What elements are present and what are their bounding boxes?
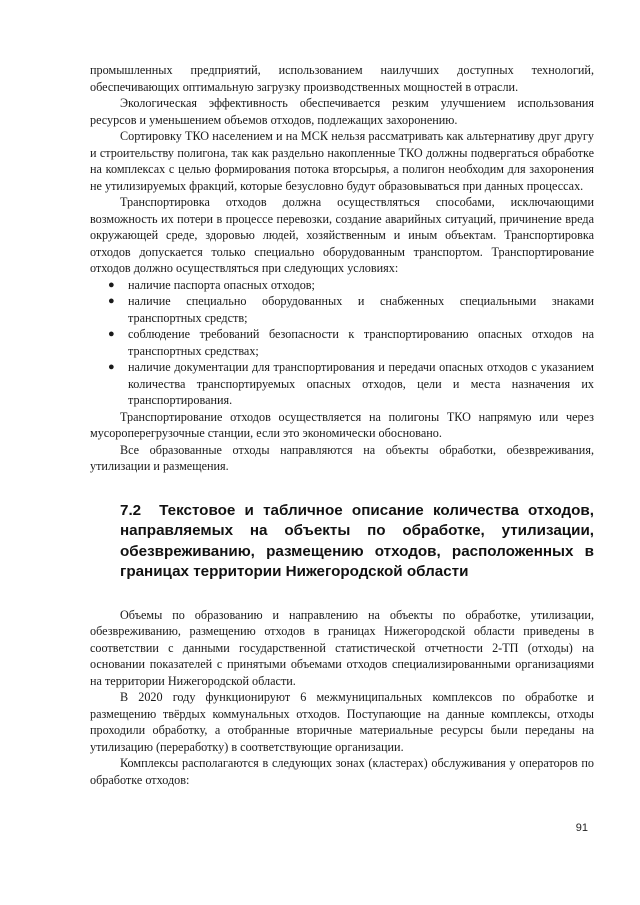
list-item-text: наличие специально оборудованных и снабженных специальными знаками транспортных средств; [128, 294, 594, 325]
paragraph: В 2020 году функционируют 6 межмуниципальных комплексов по обработке и размещению твёрдых коммунальных отходов. Поступающие на данные комплексы, отходы проходили обработку, а отобранные вторичные материальные ресурсы были переданы на утилизацию (переработку) в соответствующие организации. [90, 690, 594, 754]
list-item [90, 359, 594, 409]
section-title: Текстовое и табличное описание количества отходов, направляемых на объекты по обработке, утилизации, обезвреживанию, размещению отходов, расположенных в границах территории Нижегородской области [120, 501, 594, 580]
paragraph: Объемы по образованию и направлению на объекты по обработке, утилизации, обезвреживанию, размещению отходов в границах Нижегородской области приведены в соответствии с данными государственной статистической отчетности 2-ТП (отходы) на основании показателей с принятыми объемами отходов специализированными организациями на территории Нижегородской области. [90, 607, 594, 688]
page-content [90, 62, 594, 788]
list-item-text: наличие паспорта опасных отходов; [128, 277, 315, 292]
bullet-icon: ● [108, 328, 115, 340]
paragraph: промышленных предприятий, использованием наилучших доступных технологий, обеспечивающих оптимальную загрузку производственных мощностей в отрасли. [90, 63, 594, 94]
bullet-icon: ● [108, 295, 115, 307]
list-item [90, 293, 594, 326]
list-item [90, 277, 594, 294]
paragraph: Все образованные отходы направляются на объекты обработки, обезвреживания, утилизации и размещения. [90, 442, 594, 473]
paragraph: Комплексы располагаются в следующих зонах (кластерах) обслуживания у операторов по обработке отходов: [90, 756, 594, 787]
paragraph: Транспортирование отходов осуществляется на полигоны ТКО напрямую или через мусороперегрузочные станции, если это экономически обосновано. [90, 409, 594, 440]
paragraph: Сортировку ТКО населением и на МСК нельзя рассматривать как альтернативу друг другу и строительству полигона, так как раздельно накопленные ТКО должны подвергаться обработке на комплексах с целью формирования потока вторсырья, а полигон необходим для захоронения не утилизируемых фракций, которые безусловно будут образовываться при данных процессах. [90, 129, 594, 193]
list-item-text: соблюдение требований безопасности к транспортированию опасных отходов на транспортных средствах; [128, 327, 594, 358]
list-item-text: наличие документации для транспортирования и передачи опасных отходов с указанием количества транспортируемых опасных отходов, цели и места назначения их транспортирования. [128, 360, 594, 407]
bullet-icon: ● [108, 278, 115, 291]
paragraph: Экологическая эффективность обеспечивается резким улучшением использования ресурсов и уменьшением объемов отходов, подлежащих захоронению. [90, 96, 594, 127]
bullet-icon: ● [108, 361, 115, 373]
section-heading [120, 501, 594, 583]
paragraph: Транспортировка отходов должна осуществляться способами, исключающими возможность их потери в процессе перевозки, создание аварийных ситуаций, причинение вреда окружающей среде, здоровью людей, хозяйственным и иным объектам. Транспортировка отходов допускается только специально оборудованным транспортом. Транспортирование отходов должно осуществляться при следующих условиях: [90, 195, 594, 275]
page-number: 91 [575, 822, 588, 834]
bullet-list [90, 277, 594, 409]
section-number: 7.2 [120, 501, 142, 519]
list-item [90, 326, 594, 359]
